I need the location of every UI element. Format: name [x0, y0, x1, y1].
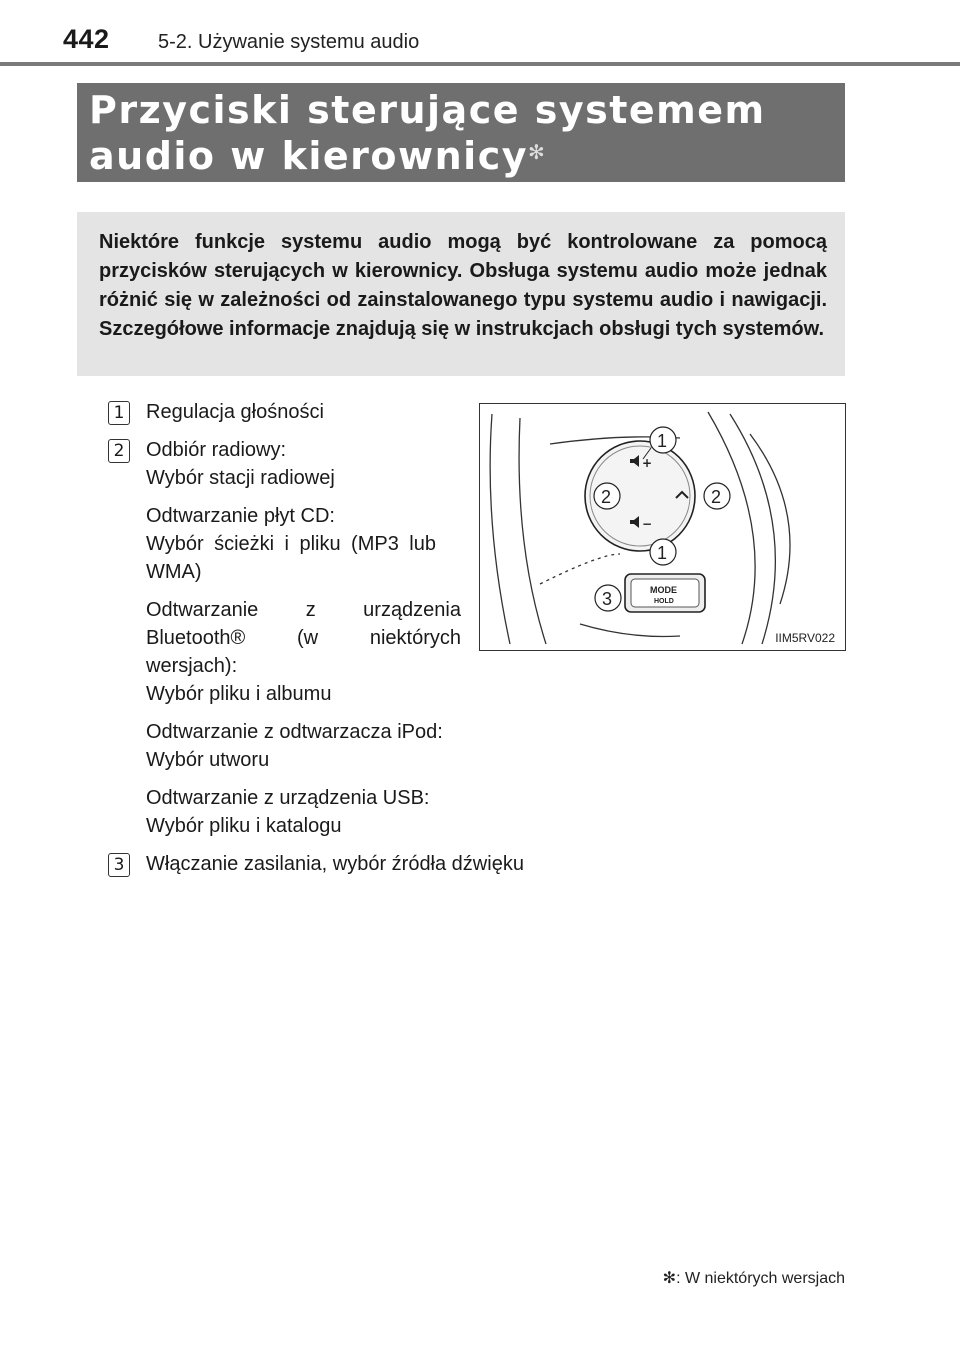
page-title	[89, 87, 845, 179]
item-number: 3	[108, 853, 130, 877]
svg-text:3: 3	[602, 589, 613, 609]
figure-code: IIM5RV022	[775, 631, 835, 645]
source-label: Odtwarzanie płyt CD:	[146, 505, 335, 527]
callout-3	[595, 585, 621, 611]
title-marker: ✻	[528, 140, 547, 164]
intro-text: Niektóre funkcje systemu audio mogą być kontrolowane za pomocą przycisków sterujących w kierownicy. Obsługa systemu audio może jednak różnić się w zależności od zainstalowanego typu systemu audio i nawigacji. Szczegółowe informacje znajdują się w instrukcjach obsługi tych systemów.	[99, 231, 827, 340]
callout-2-left	[594, 483, 620, 509]
svg-text:1: 1	[657, 431, 668, 451]
svg-text:−: −	[642, 517, 653, 531]
source-label: Odbiór radiowy:	[146, 439, 287, 461]
footnote-text: : W niektórych wersjach	[676, 1270, 845, 1287]
section-title: 5-2. Używanie systemu audio	[158, 31, 420, 53]
footnote	[663, 1268, 845, 1288]
source-action: Wybór utworu	[146, 749, 270, 771]
steering-wheel-illustration	[480, 404, 845, 650]
item-number: 1	[108, 401, 130, 425]
page-header	[0, 0, 960, 64]
svg-text:2: 2	[711, 487, 722, 507]
header-rule	[0, 62, 960, 66]
item-text: Włączanie zasilania, wybór źródła dźwięku	[146, 853, 524, 875]
source-action: Wybór pliku i katalogu	[146, 815, 342, 837]
title-text: Przyciski sterujące systemem audio w kierownicy	[89, 88, 766, 178]
item-number: 2	[108, 439, 130, 463]
mode-hold-button	[625, 574, 705, 612]
source-action: Wybór ścieżki i pliku (MP3 lub WMA)	[146, 533, 436, 583]
list-item-3	[108, 850, 608, 878]
footnote-marker: ✻	[662, 1270, 677, 1287]
steering-switch-figure	[479, 403, 846, 651]
svg-text:HOLD: HOLD	[654, 598, 674, 605]
svg-text:+: +	[642, 456, 653, 470]
svg-text:MODE: MODE	[650, 585, 677, 595]
callout-1-top	[650, 427, 676, 453]
item-text: Regulacja głośności	[146, 401, 324, 423]
callout-1-bottom	[650, 539, 676, 565]
source-label: Odtwarzanie z odtwarzacza iPod:	[146, 721, 443, 743]
svg-text:2: 2	[601, 487, 612, 507]
intro-box	[77, 212, 845, 376]
svg-text:1: 1	[657, 543, 668, 563]
source-action: Wybór stacji radiowej	[146, 467, 335, 489]
callout-2-right	[704, 483, 730, 509]
source-label: Odtwarzanie z urządzenia Bluetooth® (w niektórych wersjach):	[146, 599, 461, 677]
page-number: 442	[63, 24, 110, 54]
source-action: Wybór pliku i albumu	[146, 683, 332, 705]
title-box	[77, 83, 845, 182]
source-label: Odtwarzanie z urządzenia USB:	[146, 787, 430, 809]
